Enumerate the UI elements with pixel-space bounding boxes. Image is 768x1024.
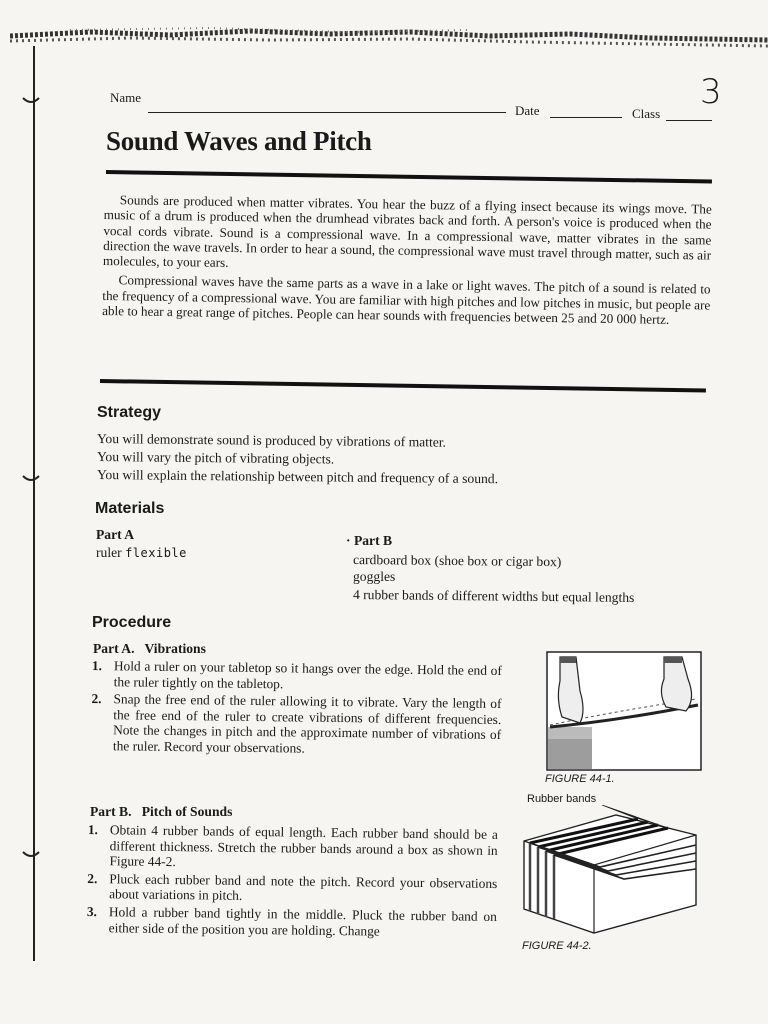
step-number: 2. (91, 691, 102, 707)
step-number: 1. (91, 658, 103, 674)
figure-44-2-box-illustration (520, 805, 700, 935)
procedure-step (87, 871, 497, 907)
procedure-heading: Procedure (92, 614, 172, 631)
figure-44-1-caption: FIGURE 44-1. (545, 773, 615, 785)
date-field[interactable] (550, 117, 622, 118)
procedure-step (91, 691, 502, 758)
step-text: Obtain 4 rubber bands of equal length. Each rubber band should be a different thickness. Stretch the rubber bands around a box as shown in Figure 44-2. (109, 822, 498, 870)
step-text: Snap the free end of the ruler allowing it to vibrate. Vary the length of the free end of the ruler to create vibrations of different frequencies. Note the changes in pitch and the approximate number of vibrations of the ruler. Record your observations. (112, 691, 502, 756)
materials-heading: Materials (95, 500, 165, 517)
step-number: 1. (87, 822, 99, 838)
name-label: Name (110, 90, 142, 105)
procedure-part-b-steps (87, 822, 498, 940)
intro-paragraph-2: Compressional waves have the same parts as a wave in a lake or light waves. The pitch of a sound is related to the frequency of a compressional wave. You are familiar with high pitches and low pitches in music, but people are able to hear a great range of pitches. People can hear sounds with frequencies between 25 and 20 000 hertz. (102, 272, 711, 327)
page-margin-line (33, 46, 35, 961)
class-field[interactable] (666, 120, 712, 121)
binder-hole-mark (22, 96, 40, 106)
procedure-part-a-label: Part A. Vibrations (93, 641, 206, 656)
figure-44-1-ruler-illustration (546, 651, 702, 771)
step-text: Hold a ruler on your tabletop so it hangs over the edge. Hold the end of the ruler tightly on the tabletop. (113, 658, 502, 691)
rubber-bands-label: Rubber bands (527, 793, 597, 805)
title-rule (106, 170, 712, 184)
procedure-part-a-steps (91, 658, 502, 759)
bullet-mark: · (346, 533, 354, 548)
flexible-note: flexible (125, 546, 187, 560)
procedure-step (87, 904, 497, 940)
procedure-part-b-label: Part B. Pitch of Sounds (90, 804, 233, 819)
handwritten-page-number: 3 (700, 72, 722, 112)
binder-hole-mark (22, 474, 40, 484)
materials-part-b-item-3: 4 rubber bands of different widths but equal lengths (352, 587, 635, 605)
intro-text (102, 192, 712, 328)
strategy-line-1: You will demonstrate sound is produced by vibrations of matter. (96, 431, 447, 450)
materials-part-a-item (96, 545, 187, 561)
step-number: 3. (86, 903, 98, 920)
procedure-step (92, 658, 502, 694)
materials-part-b-item-1: cardboard box (shoe box or cigar box) (352, 552, 562, 570)
materials-part-a-label: Part A (96, 527, 135, 542)
ruler-text: ruler (96, 545, 122, 560)
strategy-line-3: You will explain the relationship between pitch and frequency of a sound. (96, 467, 499, 487)
page-title: Sound Waves and Pitch (106, 126, 372, 156)
date-label: Date (515, 103, 540, 118)
materials-part-b-item-2: goggles (353, 569, 396, 584)
step-text: Pluck each rubber band and note the pitch. Record your observations about variations in pitch. (109, 871, 498, 904)
figure-44-2-caption: FIGURE 44-2. (522, 940, 592, 952)
scan-noise-border (10, 22, 768, 60)
part-b-label-text: Part B (353, 533, 393, 548)
binder-hole-mark (22, 850, 40, 860)
step-text: Hold a rubber band tightly in the middle. Pluck the rubber band on either side of the position you are holding. Change (108, 904, 497, 939)
step-number: 2. (87, 870, 98, 886)
intro-rule (100, 379, 706, 393)
strategy-line-2: You will vary the pitch of vibrating objects. (96, 449, 335, 467)
procedure-step (87, 822, 498, 874)
name-field[interactable] (148, 112, 506, 113)
intro-paragraph-1: Sounds are produced when matter vibrates. You hear the buzz of a flying insect because its wings move. The music of a drum is produced when the drumhead vibrates back and forth. A person's voice is produced when the vocal cords vibrate. Sound is a compressional wave. In a compressional wave, matter vibrates in the same direction the wave travels. In order to hear a sound, the compressional wave must travel through matter, such as air molecules, to your ears. (102, 192, 712, 271)
strategy-heading: Strategy (97, 404, 162, 421)
class-label: Class (632, 106, 661, 121)
materials-part-b-label (346, 533, 392, 549)
